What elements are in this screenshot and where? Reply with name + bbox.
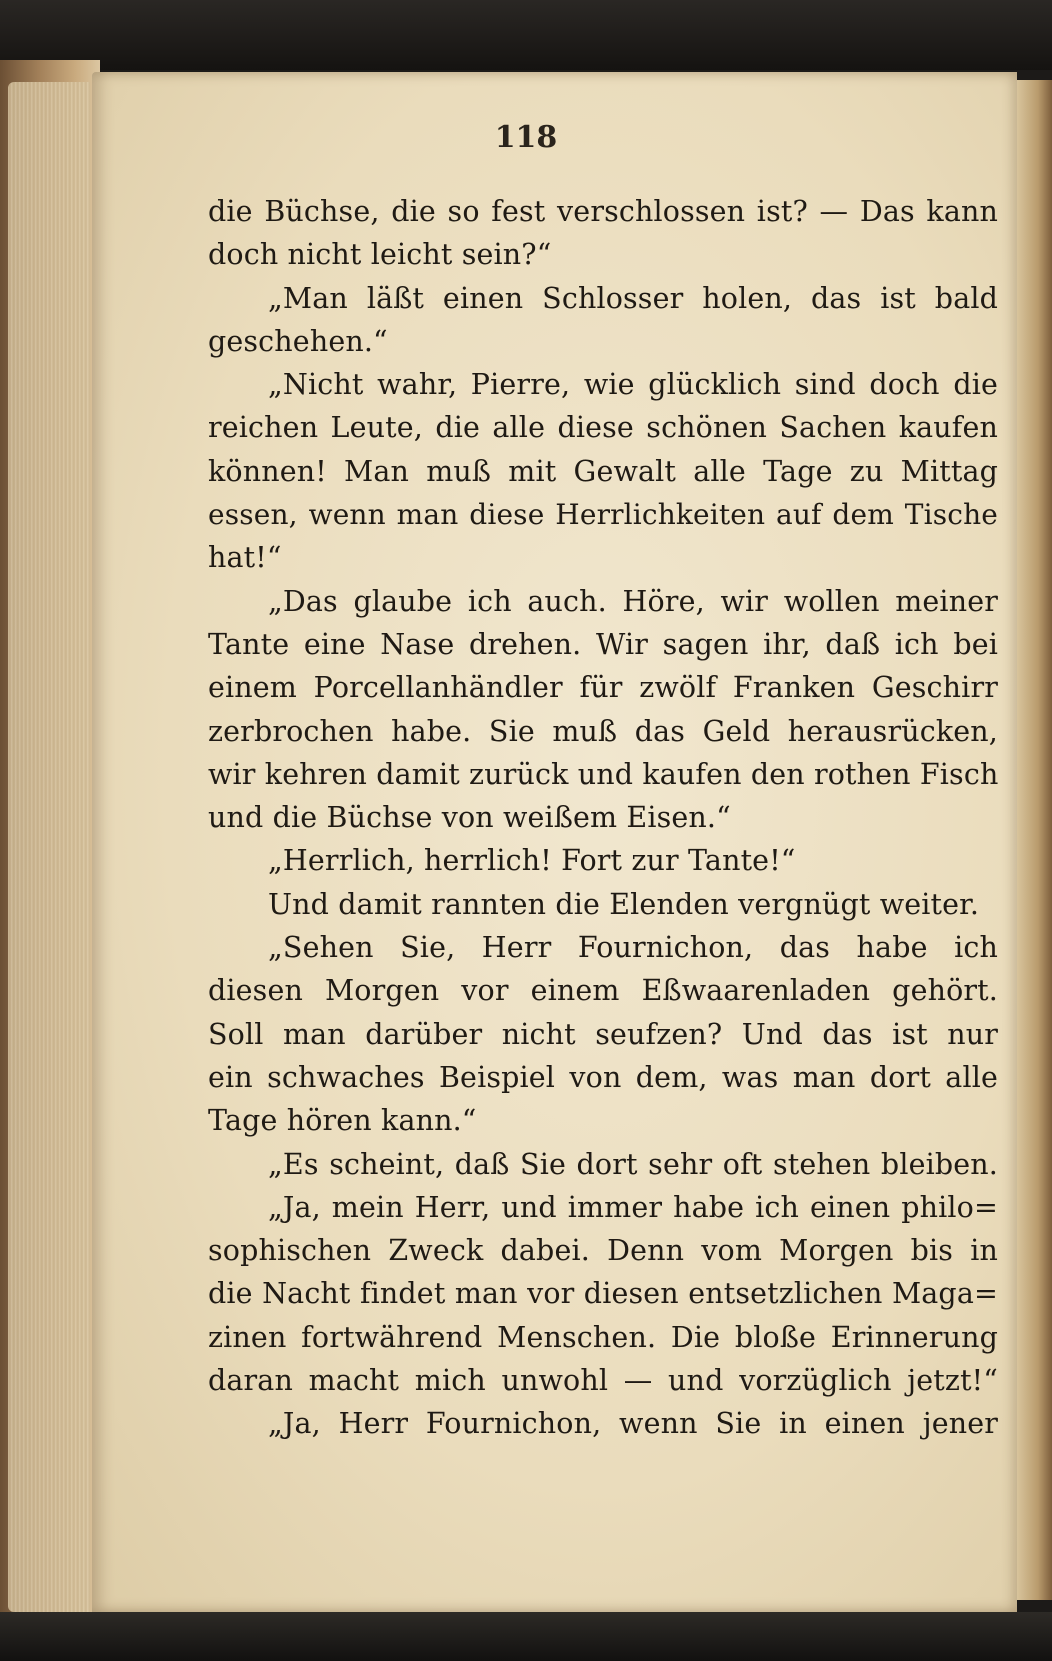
text-line: „Ja, Herr Fournichon, wenn Sie in einen jener	[268, 1407, 998, 1441]
text-line: und die Büchse von weißem Eisen.“	[208, 801, 731, 835]
text-line: Tante eine Nase drehen. Wir sagen ihr, daß ich bei	[208, 627, 998, 661]
text-line: „Ja, mein Herr, und immer habe ich einen philo=	[268, 1190, 998, 1224]
text-line: Und damit rannten die Elenden vergnügt weiter.	[268, 887, 980, 921]
text-line: hat!“	[208, 541, 282, 575]
book-bottom-edge	[0, 1612, 1052, 1661]
text-line: können! Man muß mit Gewalt alle Tage zu Mittag	[208, 454, 998, 488]
text-line: „Man läßt einen Schlosser holen, das ist bald	[268, 281, 998, 315]
text-line: „Herrlich, herrlich! Fort zur Tante!“	[268, 844, 796, 878]
text-line: reichen Leute, die alle diese schönen Sachen kaufen	[208, 411, 998, 445]
book-top-edge	[0, 0, 1052, 70]
text-line: „Sehen Sie, Herr Fournichon, das habe ich	[268, 931, 998, 965]
text-line: die Nacht findet man vor diesen entsetzlichen Maga=	[208, 1277, 998, 1311]
body-text	[208, 190, 998, 1446]
text-line: Soll man darüber nicht seufzen? Und das ist nur	[208, 1017, 998, 1051]
text-line: geschehen.“	[208, 324, 388, 358]
text-line: „Das glaube ich auch. Höre, wir wollen meiner	[268, 584, 998, 618]
text-line: doch nicht leicht sein?“	[208, 238, 552, 272]
page-number: 118	[494, 120, 558, 155]
text-line: die Büchse, die so fest verschlossen ist? — Das kann	[208, 195, 998, 228]
text-line: diesen Morgen vor einem Eßwaarenladen gehört.	[208, 974, 998, 1008]
text-line: sophischen Zweck dabei. Denn vom Morgen bis in	[208, 1234, 998, 1268]
page-stack-edges	[8, 82, 90, 1612]
text-line: ein schwaches Beispiel von dem, was man dort alle	[208, 1060, 998, 1094]
text-line: essen, wenn man diese Herrlichkeiten auf dem Tische	[208, 498, 998, 532]
text-line: Tage hören kann.“	[208, 1104, 477, 1138]
text-line: wir kehren damit zurück und kaufen den rothen Fisch	[208, 757, 999, 791]
text-line: „Es scheint, daß Sie dort sehr oft stehen bleiben.	[268, 1147, 998, 1181]
text-line: „Nicht wahr, Pierre, wie glücklich sind doch die	[268, 368, 998, 402]
page-right-edge	[1017, 80, 1052, 1600]
text-line: zinen fortwährend Menschen. Die bloße Erinnerung	[208, 1320, 998, 1354]
text-line: daran macht mich unwohl — und vorzüglich jetzt!“	[208, 1364, 998, 1398]
text-line: zerbrochen habe. Sie muß das Geld herausrücken,	[208, 714, 998, 748]
text-line: einem Porcellanhändler für zwölf Franken Geschirr	[208, 671, 998, 705]
